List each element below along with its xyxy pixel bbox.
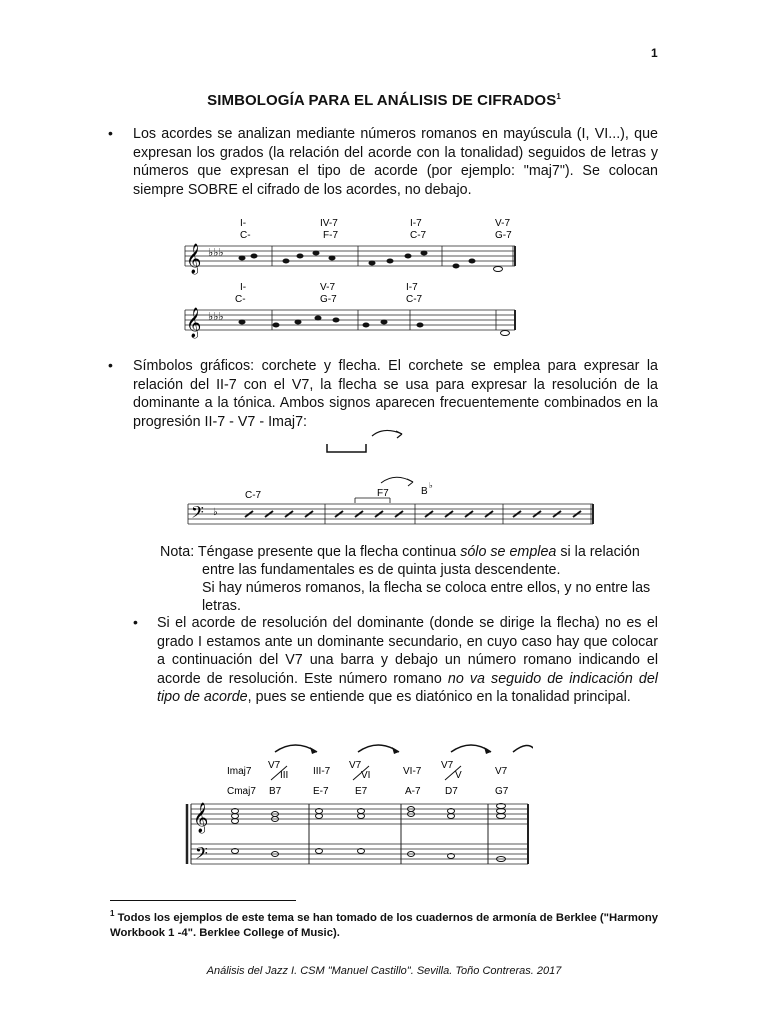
bullet-2: • <box>108 357 113 373</box>
music-example-1 <box>180 212 520 342</box>
ex1-r1-roman-3: V-7 <box>495 218 511 229</box>
para3-text-2: , pues se entiende que es diatónico en la tonalidad principal. <box>247 689 631 705</box>
ex3-roman-7: V7 <box>441 760 454 771</box>
ex1-r1-roman-0: I- <box>240 218 247 229</box>
ex2-flats-icon: ♭ <box>213 507 218 518</box>
footnote-text: Todos los ejemplos de este tema se han tomado de los cuadernos de armonía de Berklee ("Harmony Workbook 1 -4". Berklee College of Music). <box>110 911 658 939</box>
page-footer: Análisis del Jazz I. CSM "Manuel Castillo". Sevilla. Toño Contreras. 2017 <box>206 965 562 977</box>
ex3-roman-3: III-7 <box>313 766 331 777</box>
ex3-chord-0: Cmaj7 <box>227 786 256 797</box>
arrow-head-icon <box>396 431 402 438</box>
ex3-chord-6: G7 <box>495 786 509 797</box>
note-block <box>160 543 660 615</box>
note-line-2: entre las fundamentales es de quinta justa descendente. <box>202 562 561 578</box>
note-text-after: si la relación <box>560 544 640 560</box>
ex3-roman-9: V7 <box>495 766 508 777</box>
ex3-chord-4: A-7 <box>405 786 421 797</box>
footnote-mark: 1 <box>110 909 115 918</box>
ex3-chord-2: E-7 <box>313 786 329 797</box>
ex2-chord-0: C-7 <box>245 490 262 501</box>
note-text-before: Téngase presente que la flecha continua <box>197 544 457 560</box>
ex3-treble-clef-icon: 𝄞 <box>193 802 209 832</box>
ex1-staff-1 <box>185 246 515 266</box>
ex1-r2-chord-1: G-7 <box>320 294 337 305</box>
footnote <box>110 906 658 941</box>
ex3-bass-notes <box>232 849 506 862</box>
ex3-roman-2: III <box>280 770 289 781</box>
bullet-1: • <box>108 125 113 141</box>
ex3-roman-1: V7 <box>268 760 281 771</box>
ex3-treble-notes <box>232 804 506 824</box>
ex3-roman-5: VI <box>361 770 371 781</box>
ex1-r2-roman-0: I- <box>240 282 247 293</box>
para3-text-1: Si el acorde de resolución del dominante (donde se dirige la flecha) no es el grado I estamos ante un dominante secundario, en cuyo caso hay que colocar a continuación del V7 una barra y debajo un número romano indicando el acorde de resolución. Este número romano <box>157 615 658 687</box>
paragraph-3 <box>157 614 658 707</box>
para3-text-italic: no va seguido de indicación del tipo de acorde <box>157 670 658 705</box>
page-number: 1 <box>651 46 658 60</box>
ex3-chord-1: B7 <box>269 786 282 797</box>
ex3-chord-5: D7 <box>445 786 458 797</box>
ex2-chord-2: B <box>421 486 428 497</box>
note-label: Nota: <box>160 544 195 560</box>
ex1-notes-2 <box>239 316 510 336</box>
ex1-r1-roman-2: I-7 <box>410 218 422 229</box>
ex1-r1-chord-3: G-7 <box>495 230 512 241</box>
ex3-chord-3: E7 <box>355 786 368 797</box>
ex3-arrow-heads <box>310 747 491 754</box>
ex1-staff-2 <box>185 310 515 330</box>
title-text: SIMBOLOGÍA PARA EL ANÁLISIS DE CIFRADOS <box>207 92 557 109</box>
ex1-treble-clef-icon-2: 𝄞 <box>186 307 202 337</box>
ex2-bass-clef-icon: 𝄢 <box>191 504 204 526</box>
ex3-roman-6: VI-7 <box>403 766 422 777</box>
ex3-roman-0: Imaj7 <box>227 766 252 777</box>
bullet-3: • <box>133 614 138 630</box>
ex1-r1-chord-0: C- <box>240 230 251 241</box>
music-example-3 <box>183 738 533 870</box>
paragraph-2: Símbolos gráficos: corchete y flecha. El corchete se emplea para expresar la relación del II-7 con el V7, la flecha se usa para expresar la resolución de la dominante a la tónica. Ambos signos aparecen frecuentemente combinados en la progresión II-7 - V7 - Imaj7: <box>133 358 658 430</box>
page-title <box>0 92 768 109</box>
paragraph-1: Los acordes se analizan mediante números romanos en mayúscula (I, VI...), que expresan los grados (la relación del acorde con la tonalidad) seguidos de letras y números que expresan el tipo de acorde (por ejemplo: "maj7"). Se colocan siempre SOBRE el cifrado de los acordes, no debajo. <box>133 126 658 198</box>
ex1-r1-chord-1: F-7 <box>323 230 338 241</box>
ex1-flats-icon-2: ♭♭♭ <box>208 311 224 323</box>
ex1-r2-chord-2: C-7 <box>406 294 423 305</box>
ex1-flats-icon: ♭♭♭ <box>208 247 224 259</box>
ex3-roman-8: V <box>455 770 462 781</box>
note-line-1 <box>160 543 660 561</box>
ex3-bass-staff <box>191 844 528 864</box>
footnote-separator <box>110 900 296 901</box>
ex2-chord-1: F7 <box>377 488 389 499</box>
ex1-r2-roman-2: I-7 <box>406 282 418 293</box>
bracket-icon <box>327 444 366 452</box>
ex1-r1-chord-2: C-7 <box>410 230 427 241</box>
title-footnote-mark: 1 <box>556 92 561 101</box>
ex1-r2-chord-0: C- <box>235 294 246 305</box>
note-line-4: letras. <box>202 598 241 614</box>
ex3-bass-clef-icon: 𝄢 <box>195 845 208 867</box>
bracket-arrow-symbols <box>322 424 412 460</box>
ex1-r2-roman-1: V-7 <box>320 282 336 293</box>
ex1-r1-roman-1: IV-7 <box>320 218 338 229</box>
ex1-treble-clef-icon: 𝄞 <box>186 243 202 273</box>
ex2-flat-sign: ♭ <box>429 481 433 490</box>
note-text-italic: sólo se emplea <box>460 544 557 560</box>
note-line-3: Si hay números romanos, la flecha se coloca entre ellos, y no entre las <box>202 580 651 596</box>
music-example-2 <box>185 474 597 530</box>
ex3-roman-4: V7 <box>349 760 362 771</box>
